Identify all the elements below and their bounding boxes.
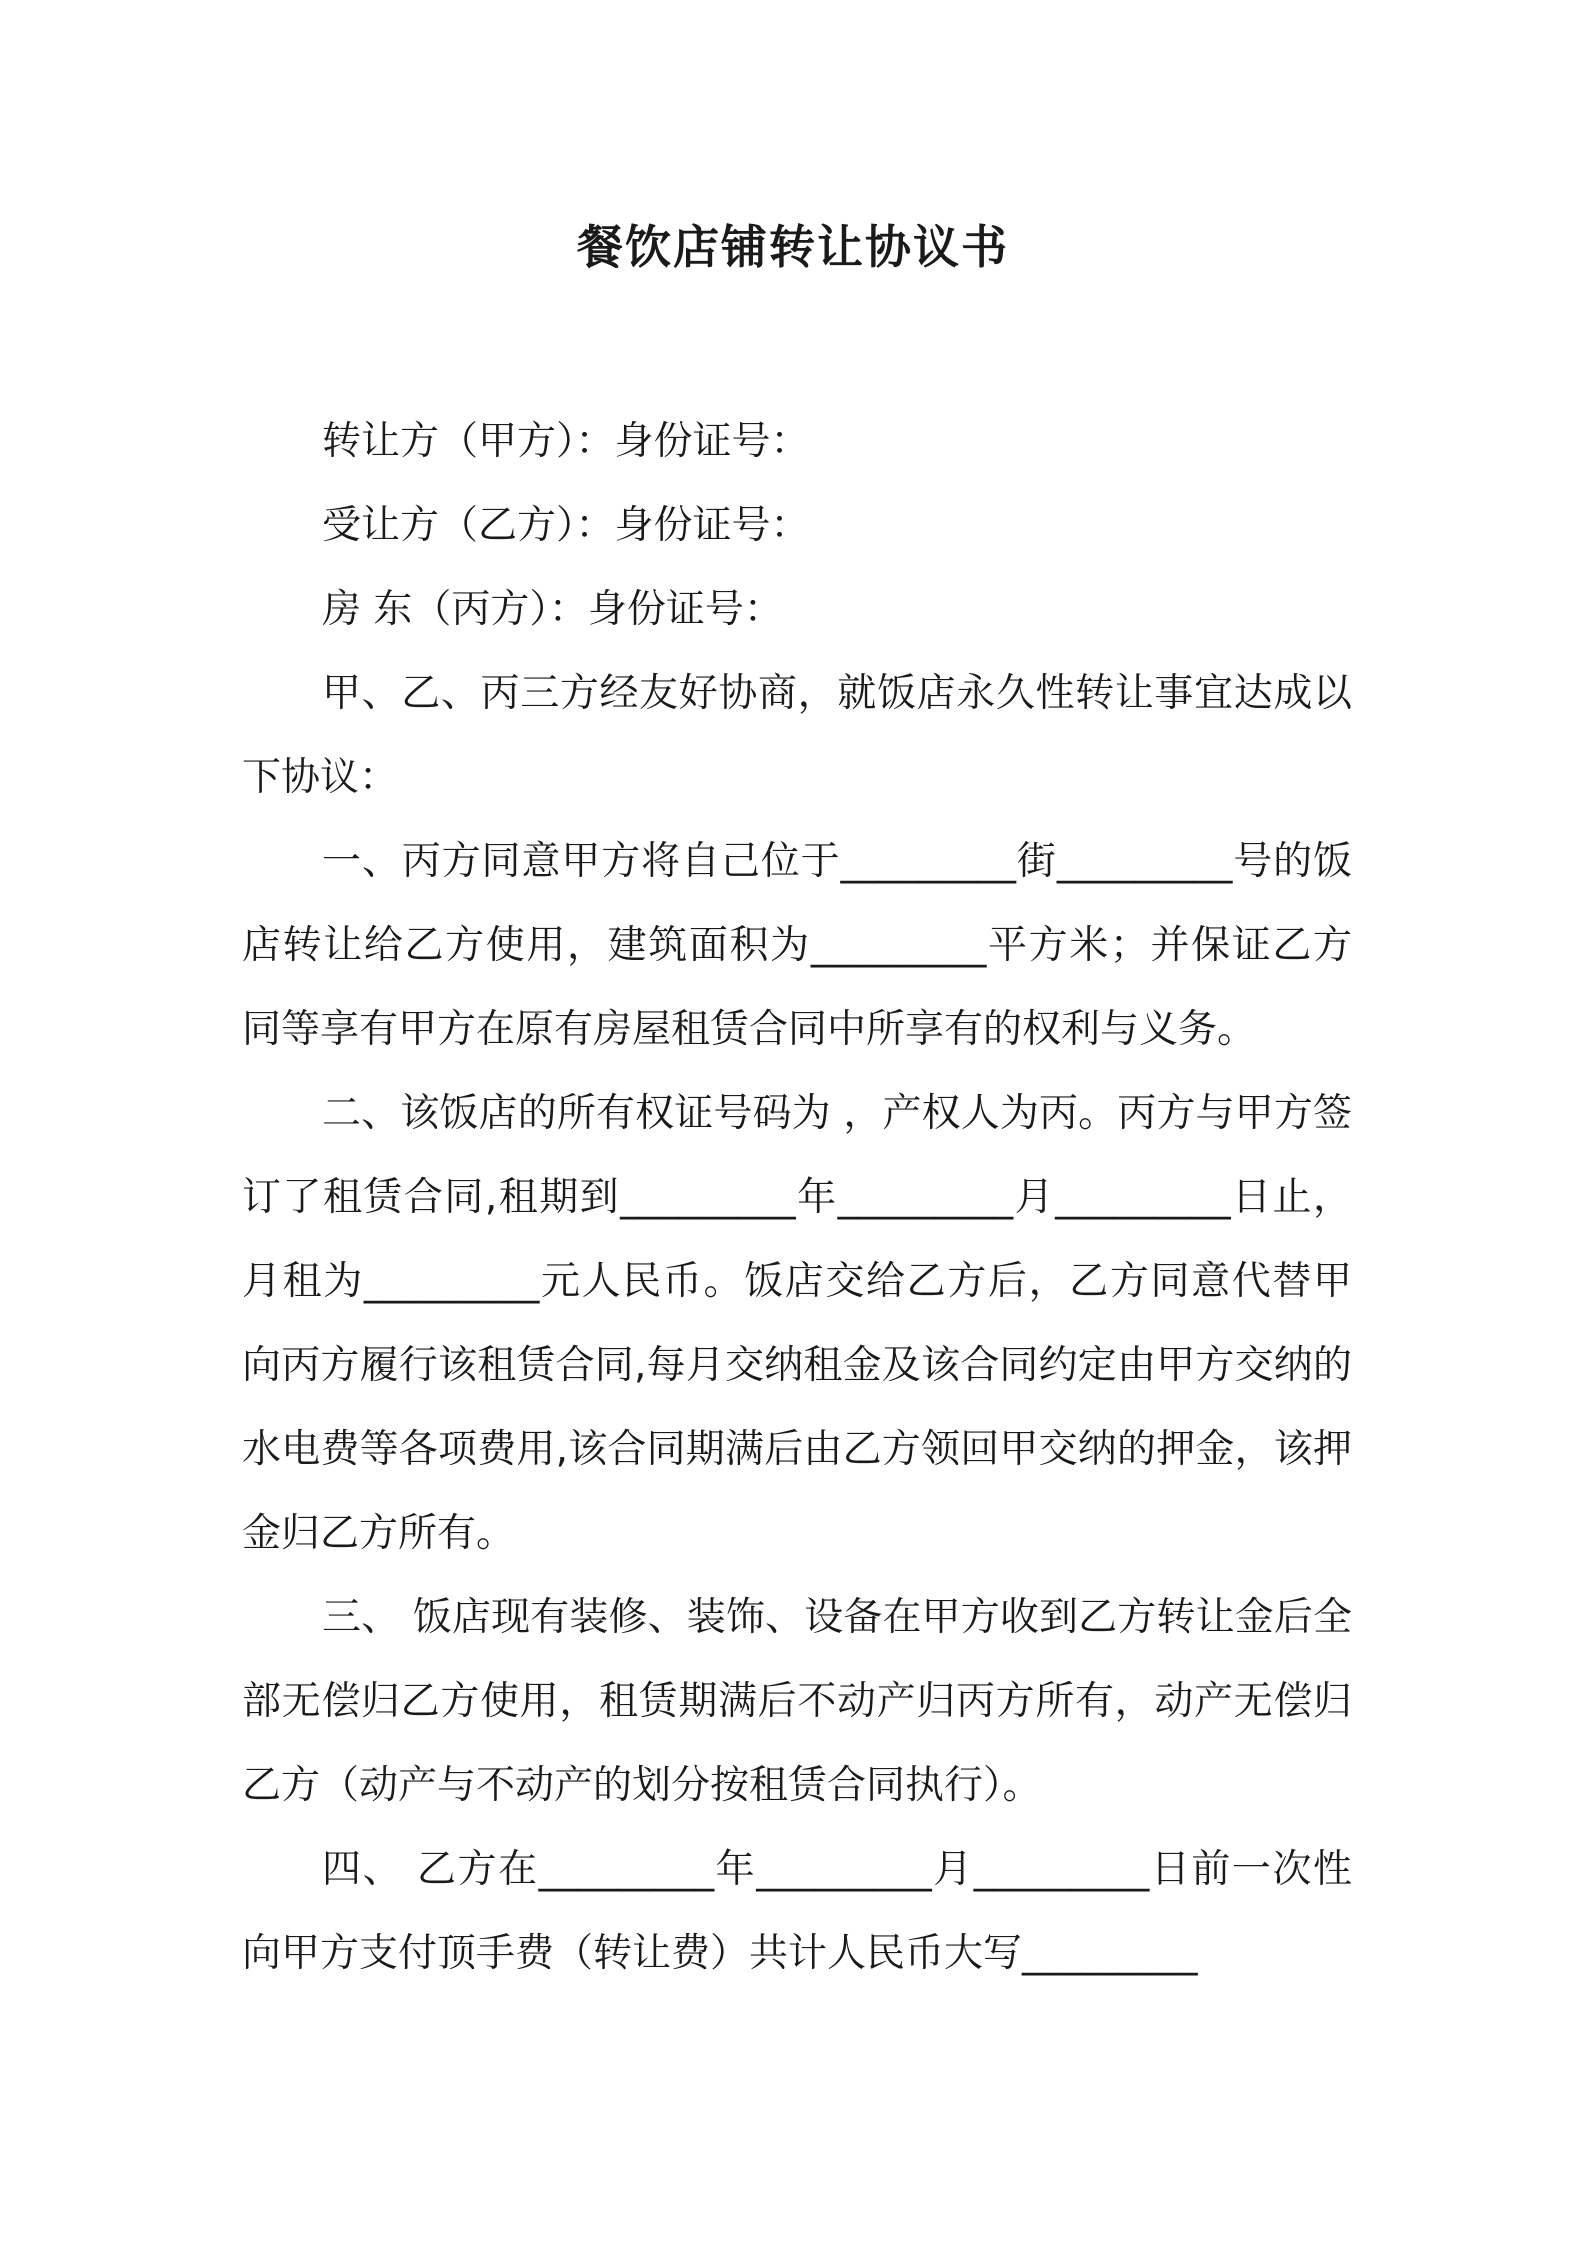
- clause-1: 一、丙方同意甲方将自己位于_________街_________号的饭店转让给乙方使用，建筑面积为_________平方米；并保证乙方同等享有甲方在原有房屋租赁合同中所享有的权利与义务。: [242, 839, 1352, 1052]
- document-body: [242, 400, 1352, 1996]
- party-transferee-line: 受让方（乙方）：身份证号：: [322, 503, 810, 548]
- party-transferor-line: 转让方（甲方）：身份证号：: [322, 419, 810, 464]
- clause-4: 四、 乙方在_________年_________月_________日前一次性向甲方支付顶手费（转让费）共计人民币大写_________: [242, 1847, 1352, 1976]
- intro-paragraph: 甲、乙、丙三方经友好协商，就饭店永久性转让事宜达成以下协议：: [242, 671, 1352, 800]
- party-landlord-line: 房 东（丙方）：身份证号：: [322, 587, 783, 632]
- clause-2: 二、该饭店的所有权证号码为 ，产权人为丙。丙方与甲方签订了租赁合同,租期到_________年_________月_________日止，月租为_________元人民币。饭店交给乙方后，乙方同意代替甲向丙方履行该租赁合同,每月交纳租金及该合同约定由甲方交纳的水电费等各项费用,该合同期满后由乙方领回甲交纳的押金，该押金归乙方所有。: [242, 1091, 1352, 1556]
- clause-3: 三、 饭店现有装修、装饰、设备在甲方收到乙方转让金后全部无偿归乙方使用，租赁期满后不动产归丙方所有，动产无偿归乙方（动产与不动产的划分按租赁合同执行）。: [242, 1595, 1352, 1808]
- document-title: 餐饮店铺转让协议书: [577, 220, 1009, 274]
